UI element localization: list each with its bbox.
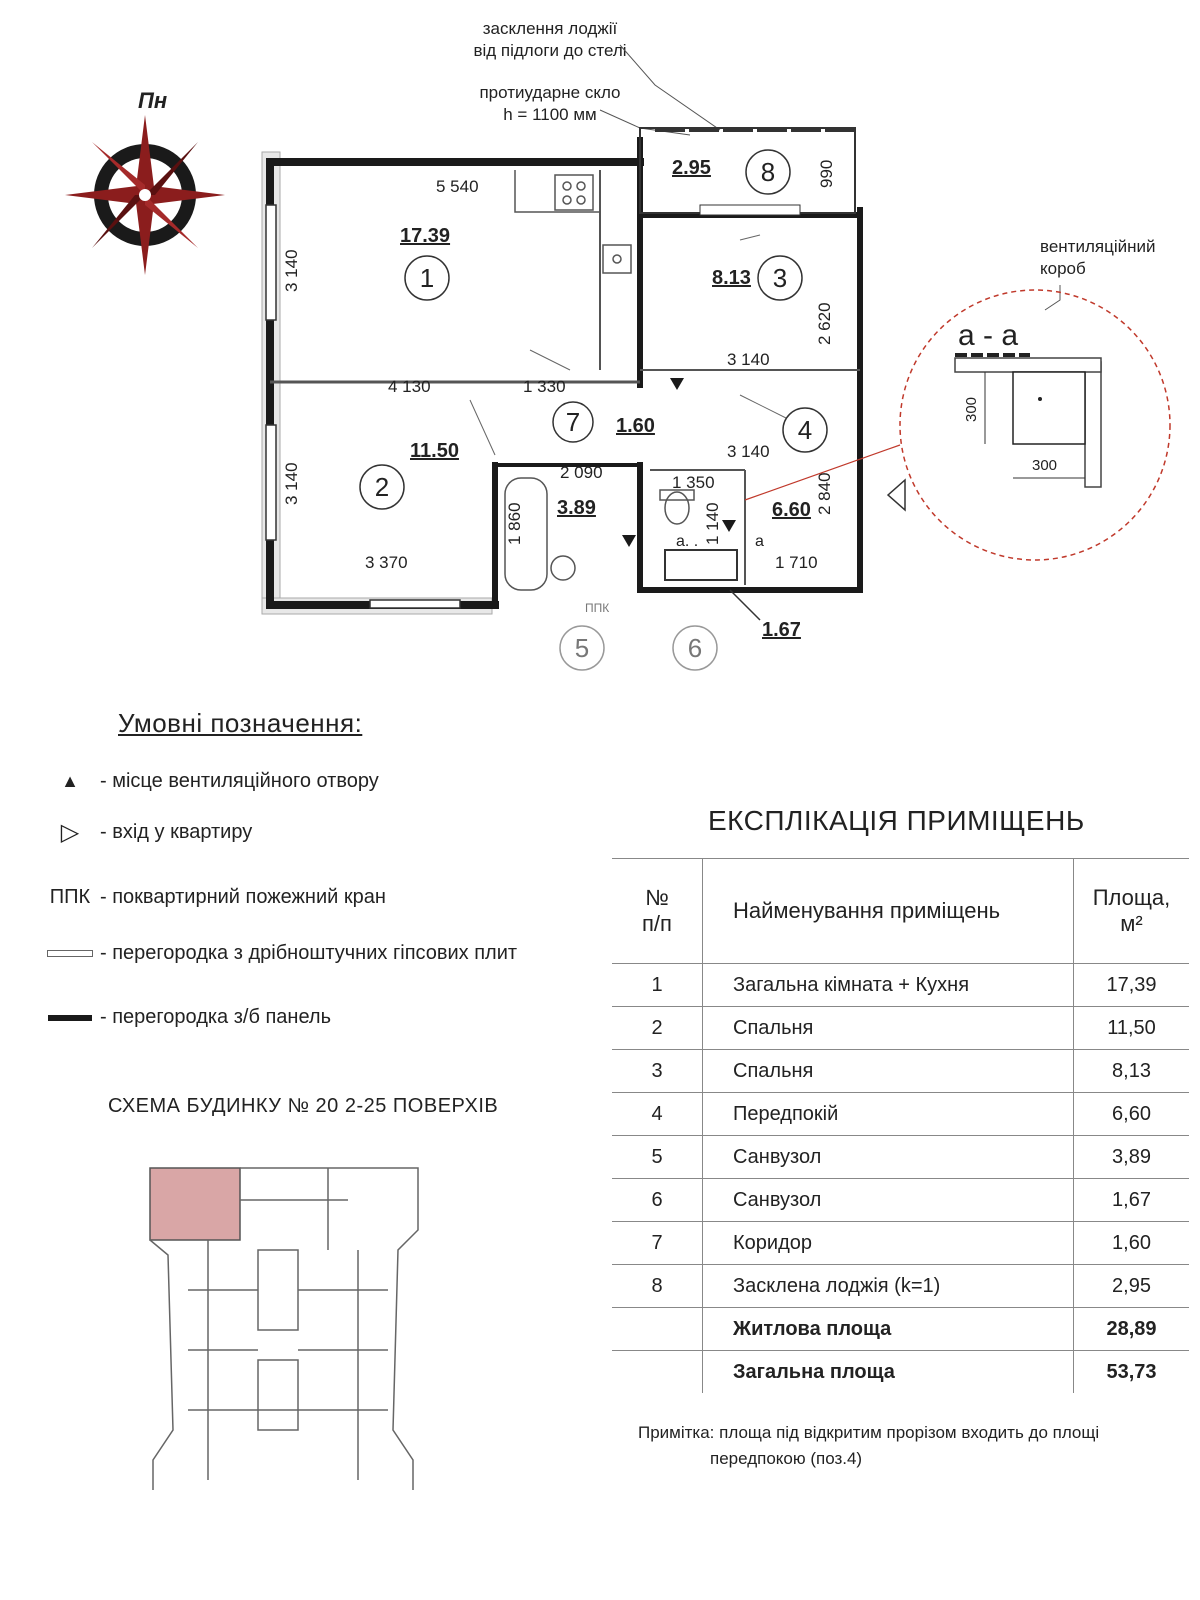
- room-area-4: 6.60: [772, 499, 811, 521]
- legend-item-entrance: [40, 818, 252, 847]
- vent-box-icon: [1013, 372, 1085, 444]
- dim-2620: 2 620: [815, 302, 834, 345]
- dim-3140-d: 3 140: [727, 442, 770, 461]
- row-name: Коридор: [703, 1222, 1074, 1265]
- table-row: [612, 964, 1189, 1007]
- glazing-note-line-2: від підлоги до стелі: [473, 41, 627, 60]
- legend-item-concrete-partition-text: - перегородка з/б панель: [100, 1006, 332, 1028]
- dim-1330: 1 330: [523, 377, 566, 396]
- room-area-3: 8.13: [712, 267, 751, 289]
- legend-ppk-symbol: ППК: [49, 886, 91, 908]
- glazing-note-line-1: засклення лоджії: [482, 19, 618, 38]
- compass-north-label: Пн: [138, 88, 168, 113]
- room-number-5: 5: [574, 633, 590, 663]
- total-general-area: 53,73: [1074, 1351, 1190, 1394]
- legend-item-vent-text: - місце вентиляційного отвору: [100, 770, 379, 792]
- footnote: [638, 1420, 1099, 1472]
- legend-item-ppk-text: - поквартирний пожежний кран: [100, 886, 386, 908]
- entrance-marker-icon: [888, 480, 905, 510]
- room-area-2: 11.50: [410, 440, 459, 462]
- row-area: 6,60: [1074, 1093, 1190, 1136]
- room-number-6: 6: [687, 633, 703, 663]
- dim-1860: 1 860: [505, 502, 524, 545]
- row-num: 1: [612, 964, 703, 1007]
- dim-1710: 1 710: [775, 553, 818, 572]
- row-name: Засклена лоджія (k=1): [703, 1265, 1074, 1308]
- legend-item-gypsum-partition: [40, 942, 517, 965]
- legend-item-entrance-text: - вхід у квартиру: [100, 821, 253, 843]
- entrance-arrow-icon: ▷: [60, 819, 80, 846]
- room-number-3: 3: [772, 263, 788, 293]
- header-area-line-1: Площа,: [1092, 885, 1171, 910]
- header-num: [612, 859, 703, 964]
- row-name: Санвузол: [703, 1136, 1074, 1179]
- row-area: 17,39: [1074, 964, 1190, 1007]
- row-num: 6: [612, 1179, 703, 1222]
- dim-3140-a: 3 140: [282, 249, 301, 292]
- row-name: Спальня: [703, 1050, 1074, 1093]
- footnote-line-2: передпокою (поз.4): [710, 1449, 863, 1468]
- row-name: Загальна кімната + Кухня: [703, 964, 1074, 1007]
- row-num: 3: [612, 1050, 703, 1093]
- total-general-label: Загальна площа: [703, 1351, 1074, 1394]
- toilet-icon: [665, 492, 689, 524]
- explication-title: ЕКСПЛІКАЦІЯ ПРИМІЩЕНЬ: [708, 805, 1085, 836]
- table-row: [612, 1265, 1189, 1308]
- section-dim-horizontal: 300: [1032, 457, 1058, 474]
- room-area-7: 1.60: [616, 415, 655, 437]
- room-area-5: 3.89: [557, 497, 596, 519]
- dim-5540: 5 540: [436, 177, 479, 196]
- room-number-2: 2: [374, 472, 390, 502]
- row-num: 7: [612, 1222, 703, 1265]
- legend-item-gypsum-partition-text: - перегородка з дрібноштучних гіпсових плит: [100, 942, 518, 964]
- room-area-6: 1.67: [762, 619, 801, 641]
- window-bottom: [370, 600, 460, 608]
- glazing-leader-line: [620, 45, 720, 130]
- section-dim-vertical: 300: [963, 396, 980, 422]
- row-num: 8: [612, 1265, 703, 1308]
- row-area: 2,95: [1074, 1265, 1190, 1308]
- scheme-title: СХЕМА БУДИНКУ № 20 2-25 ПОВЕРХІВ: [108, 1095, 499, 1117]
- legend-item-ppk: [40, 886, 386, 909]
- heater-icon: [665, 550, 737, 580]
- dim-1140: 1 140: [703, 502, 722, 545]
- glass-note-line-2: h = 1100 мм: [503, 105, 597, 124]
- row-area: 8,13: [1074, 1050, 1190, 1093]
- total-row-num: [612, 1308, 703, 1351]
- dim-1350: 1 350: [672, 473, 715, 492]
- vent-marker-icon: [670, 378, 684, 390]
- section-mark-dots: а. .: [676, 533, 699, 550]
- room-number-1: 1: [419, 263, 435, 293]
- header-name: Найменування приміщень: [703, 859, 1074, 964]
- footnote-line-1: Примітка: площа під відкритим прорізом входить до площі: [638, 1423, 1100, 1442]
- vent-box-wall-hatch-top: [955, 358, 1101, 372]
- row-name: Спальня: [703, 1007, 1074, 1050]
- gypsum-partition-line-icon: [40, 950, 100, 957]
- room-areas: [400, 157, 811, 641]
- row-name: Санвузол: [703, 1179, 1074, 1222]
- dim-2840: 2 840: [815, 472, 834, 515]
- window-room-2: [266, 425, 276, 540]
- dim-3370: 3 370: [365, 553, 408, 572]
- vent-box-note-line-2: короб: [1040, 259, 1086, 278]
- total-living-label: Житлова площа: [703, 1308, 1074, 1351]
- header-area-line-2: м²: [1120, 911, 1143, 936]
- table-row: [612, 1007, 1189, 1050]
- total-row-living: [612, 1308, 1189, 1351]
- row-num: 5: [612, 1136, 703, 1179]
- row-area: 1,67: [1074, 1179, 1190, 1222]
- window-room-1: [266, 205, 276, 320]
- row-area: 11,50: [1074, 1007, 1190, 1050]
- washbasin-icon: [551, 556, 575, 580]
- room-number-8: 8: [760, 157, 776, 187]
- dim-2090: 2 090: [560, 463, 603, 482]
- row-num: 2: [612, 1007, 703, 1050]
- table-row: [612, 1093, 1189, 1136]
- legend-item-vent: [40, 770, 379, 793]
- row-num: 4: [612, 1093, 703, 1136]
- room-number-7: 7: [565, 407, 581, 437]
- explication-table: [612, 858, 1189, 1393]
- table-row: [612, 1179, 1189, 1222]
- kitchen-counter: [515, 170, 631, 370]
- total-row-num: [612, 1351, 703, 1394]
- header-num-line-2: п/п: [642, 911, 672, 936]
- highlighted-apartment: [150, 1168, 240, 1240]
- row-area: 3,89: [1074, 1136, 1190, 1179]
- total-living-area: 28,89: [1074, 1308, 1190, 1351]
- building-scheme: [148, 1160, 438, 1490]
- row-area: 1,60: [1074, 1222, 1190, 1265]
- explication-header-row: [612, 859, 1189, 964]
- section-title: а - а: [958, 319, 1019, 352]
- legend-title: Умовні позначення:: [118, 708, 363, 738]
- floor-plan: [0, 0, 1200, 700]
- vent-box-wall-hatch: [1085, 362, 1101, 487]
- vent-leader-line: [1045, 285, 1060, 310]
- section-mark: а: [755, 533, 764, 550]
- total-row-general: [612, 1351, 1189, 1394]
- legend-item-concrete-partition: [40, 1006, 331, 1029]
- room-number-4: 4: [797, 415, 813, 445]
- room-6-leader: [730, 590, 760, 620]
- vent-box-note-line-1: вентиляційний: [1040, 237, 1156, 256]
- header-num-line-1: №: [645, 885, 669, 910]
- table-row: [612, 1222, 1189, 1265]
- table-row: [612, 1050, 1189, 1093]
- concrete-partition-line-icon: [40, 1015, 100, 1021]
- row-name: Передпокій: [703, 1093, 1074, 1136]
- vent-box-center-dot: [1038, 397, 1042, 401]
- dim-4130: 4 130: [388, 377, 431, 396]
- loggia-door: [700, 205, 800, 215]
- ppk-label: ППК: [585, 601, 610, 615]
- dim-990: 990: [817, 159, 836, 188]
- dim-3140-b: 3 140: [282, 462, 301, 505]
- glass-note-line-1: протиударне скло: [479, 83, 621, 102]
- table-row: [612, 1136, 1189, 1179]
- vent-marker-icon-3: [622, 535, 636, 547]
- vent-triangle-icon: ▲: [61, 771, 79, 791]
- vent-marker-icon-2: [722, 520, 736, 532]
- header-area: [1074, 859, 1190, 964]
- dim-3140-c: 3 140: [727, 350, 770, 369]
- room-area-1: 17.39: [400, 225, 451, 247]
- room-area-8: 2.95: [672, 157, 711, 179]
